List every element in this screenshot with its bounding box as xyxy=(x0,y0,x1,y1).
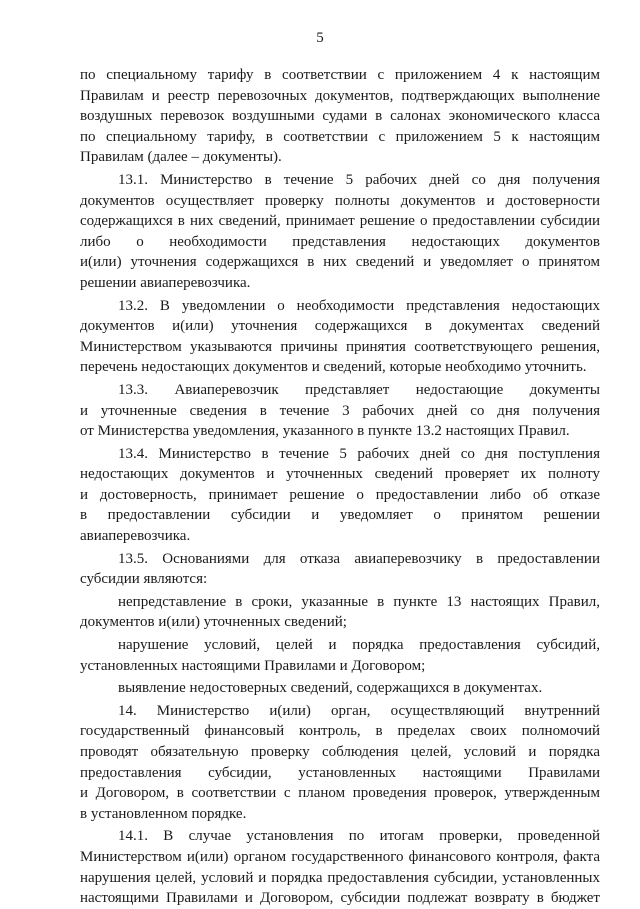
text-line: в предоставлении субсидии и уведомляет о принятом решении xyxy=(80,507,600,524)
paragraph xyxy=(80,380,600,442)
text-line: недостающих документов и уточненных сведений проверяет их полноту xyxy=(80,466,600,483)
paragraph xyxy=(80,296,600,378)
text-line: по специальному тарифу, в соответствии с приложением 5 к настоящим xyxy=(80,128,600,145)
text-line: настоящими Правилами и Договором, субсидии подлежат возврату в бюджет xyxy=(80,890,600,907)
text-line: непредставление в сроки, указанные в пункте 13 настоящих Правил, xyxy=(118,593,600,610)
paragraph xyxy=(80,635,600,676)
paragraph xyxy=(80,549,600,590)
paragraph xyxy=(80,444,600,547)
text-line: перечень недостающих документов и сведений, которые необходимо уточнить. xyxy=(80,359,587,376)
text-line: воздушных перевозок воздушными судами в салонах экономического класса xyxy=(80,108,600,125)
text-line: Правилам (далее – документы). xyxy=(80,149,282,166)
paragraph xyxy=(80,592,600,633)
text-line: 14. Министерство и(или) орган, осуществляющий внутренний xyxy=(118,702,600,719)
text-line: выявление недостоверных сведений, содержащихся в документах. xyxy=(118,680,543,697)
text-line: 13.1. Министерство в течение 5 рабочих дней со дня получения xyxy=(118,171,600,188)
text-line: нарушение условий, целей и порядка предоставления субсидий, xyxy=(118,637,600,654)
text-line: 13.3. Авиаперевозчик представляет недостающие документы xyxy=(118,381,600,398)
text-line: 13.2. В уведомлении о необходимости представления недостающих xyxy=(118,297,600,314)
text-line: по специальному тарифу в соответствии с приложением 4 к настоящим xyxy=(80,67,600,83)
text-line: и(или) уточнения содержащихся в них сведений и уведомляет о принятом xyxy=(80,254,600,271)
text-line: в установленном порядке. xyxy=(80,805,247,822)
text-line: содержащихся в них сведений, принимает решение о предоставлении субсидии xyxy=(80,213,600,230)
text-line: 13.4. Министерство в течение 5 рабочих дней со дня поступления xyxy=(118,445,600,462)
text-line: 13.5. Основаниями для отказа авиаперевозчику в предоставлении xyxy=(118,550,600,567)
text-line: документов и(или) уточненных сведений; xyxy=(80,614,347,631)
text-line: субсидии являются: xyxy=(80,571,208,588)
paragraph xyxy=(80,826,600,908)
paragraph xyxy=(80,65,600,168)
text-line: от Министерства уведомления, указанного в пункте 13.2 настоящих Правил. xyxy=(80,423,570,440)
text-line: авиаперевозчика. xyxy=(80,528,191,545)
paragraph xyxy=(80,170,600,294)
text-line: решении авиаперевозчика. xyxy=(80,274,251,291)
text-line: 14.1. В случае установления по итогам проверки, проведенной xyxy=(118,828,600,845)
text-line: проводят обязательную проверку соблюдения целей, условий и порядка xyxy=(80,744,600,760)
text-line: документов осуществляет проверку полноты документов и достоверности xyxy=(80,192,600,209)
document-body xyxy=(80,65,600,909)
text-line: документов и(или) уточнения содержащихся в документах сведений xyxy=(80,318,600,335)
text-line: Правилам и реестр перевозочных документов, подтверждающих выполнение xyxy=(80,87,600,104)
page-number: 5 xyxy=(316,30,324,46)
text-line: Министерством и(или) органом государственного финансового контроля, факта xyxy=(80,848,600,865)
text-line: Министерством указываются причины принятия соответствующего решения, xyxy=(80,338,600,355)
paragraph xyxy=(80,701,600,825)
text-line: установленных настоящими Правилами и Договором; xyxy=(80,657,426,674)
text-line: нарушения целей, условий и порядка предоставления субсидии, установленных xyxy=(80,869,600,886)
text-line: предоставления субсидии, установленных настоящими Правилами xyxy=(80,764,600,781)
paragraph xyxy=(80,678,600,699)
text-line: и достоверность, принимает решение о предоставлении либо об отказе xyxy=(80,486,600,503)
text-line: и уточненные сведения в течение 3 рабочих дней со дня получения xyxy=(80,402,600,419)
text-line: и Договором, в соответствии с планом проведения проверок, утвержденным xyxy=(80,785,600,802)
text-line: государственный финансовый контроль, в пределах своих полномочий xyxy=(80,723,600,740)
text-line: либо о необходимости представления недостающих документов xyxy=(80,233,600,250)
